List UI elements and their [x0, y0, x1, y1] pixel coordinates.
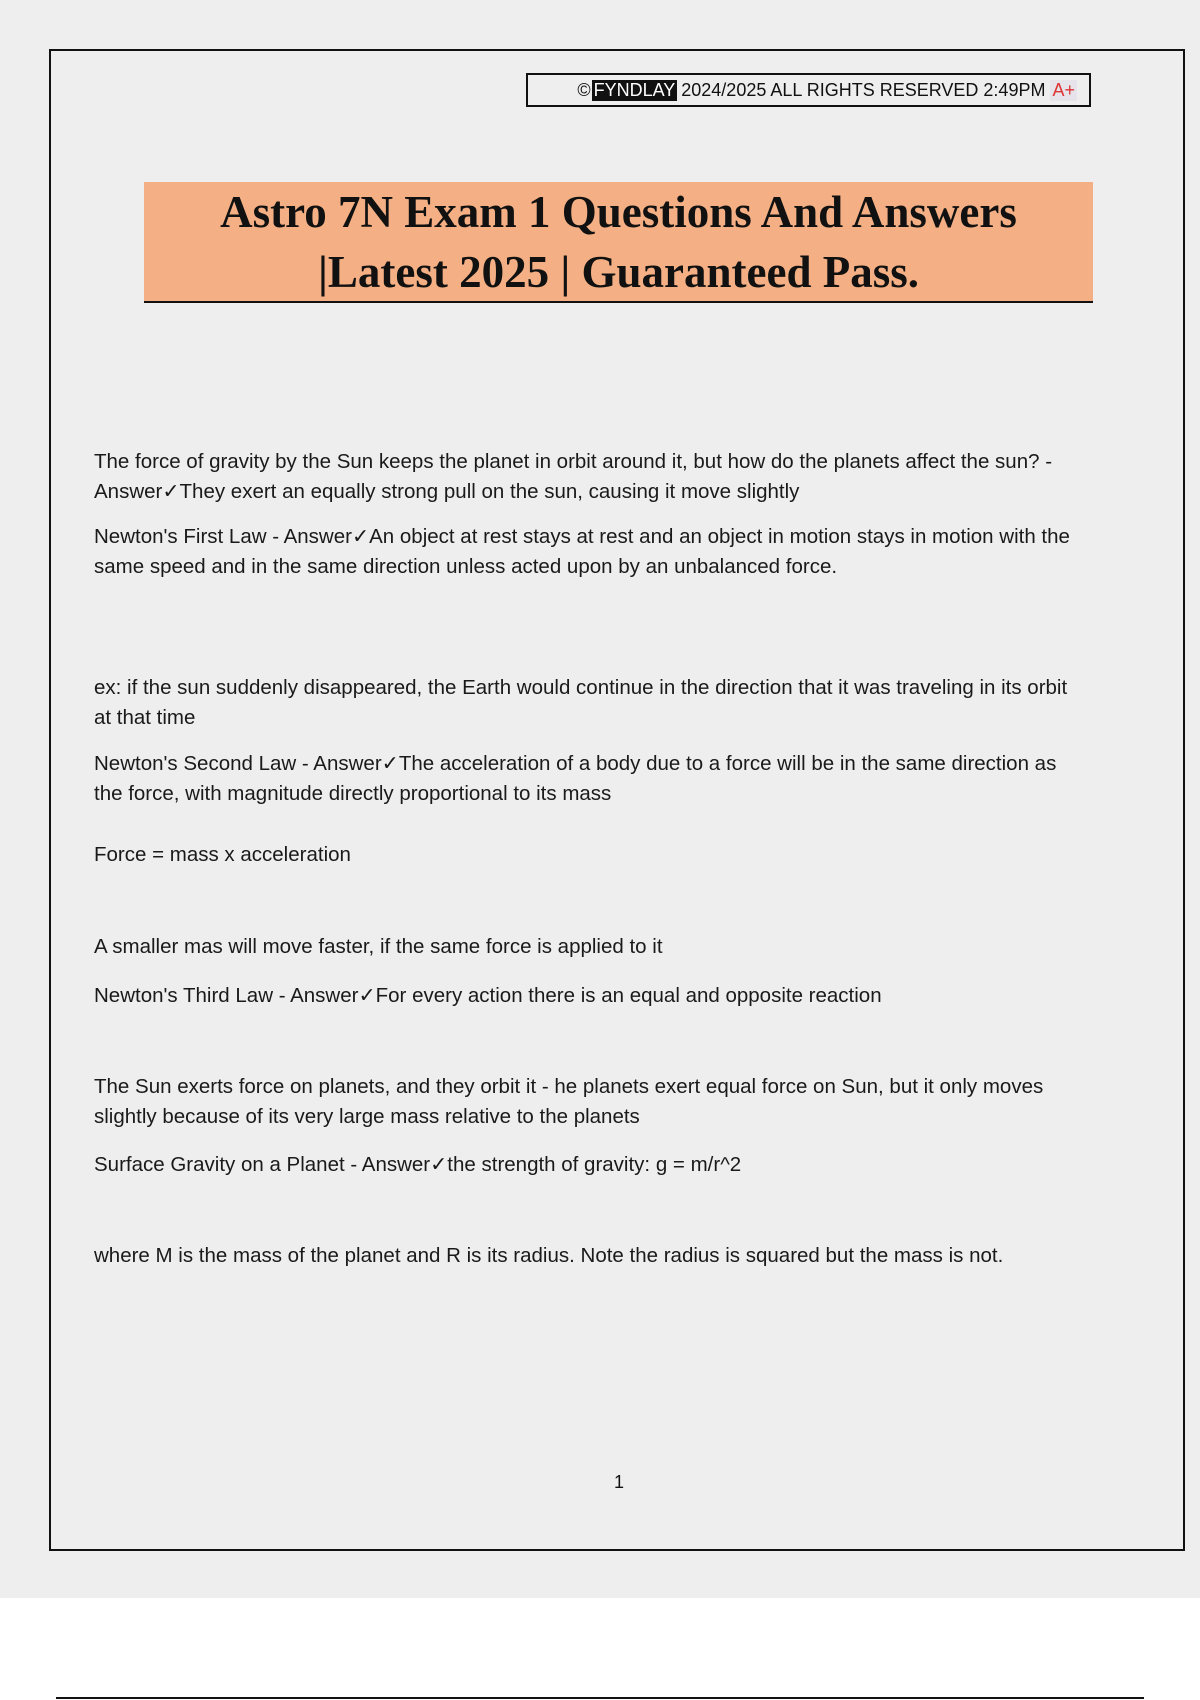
- paragraph-sun-force: The Sun exerts force on planets, and they orbit it - he planets exert equal force on Sun, but it only moves slightly because of its very large mass relative to the planets: [94, 1075, 1044, 1128]
- paragraph-newton-first-law: Newton's First Law - Answer✓An object at rest stays at rest and an object in motion stays in motion with the same speed and in the same direction unless acted upon by an unbalanced force.: [94, 525, 1070, 578]
- copyright-text: 2024/2025 ALL RIGHTS RESERVED 2:49PM: [681, 79, 1046, 100]
- bottom-divider: [56, 1697, 1144, 1699]
- paragraph-surface-gravity: Surface Gravity on a Planet - Answer✓the strength of gravity: g = m/r^2: [94, 1153, 742, 1176]
- brand-name: FYNDLAY: [593, 79, 676, 100]
- copyright-symbol: ©: [577, 79, 591, 100]
- paragraph-force-formula: Force = mass x acceleration: [94, 843, 351, 866]
- paragraph-mass-radius-note: where M is the mass of the planet and R is its radius. Note the radius is squared but the mass is not.: [94, 1244, 1004, 1267]
- paragraph-newton-third-law: Newton's Third Law - Answer✓For every action there is an equal and opposite reaction: [94, 984, 882, 1007]
- copyright-header: [526, 73, 1091, 107]
- title-line-1: Astro 7N Exam 1 Questions And Answers: [220, 186, 1017, 237]
- grade-badge: A+: [1052, 79, 1075, 100]
- paragraph-first-law-example: ex: if the sun suddenly disappeared, the Earth would continue in the direction that it was traveling in its orbit at that time: [94, 676, 1068, 729]
- paragraph-newton-second-law: Newton's Second Law - Answer✓The acceleration of a body due to a force will be in the same direction as the force, with magnitude directly proportional to its mass: [94, 752, 1057, 805]
- paragraph-gravity-sun: The force of gravity by the Sun keeps the planet in orbit around it, but how do the planets affect the sun? - Answer✓They exert an equally strong pull on the sun, causing it move slightly: [94, 450, 1053, 503]
- page-number: 1: [613, 1472, 624, 1492]
- title-line-2: |Latest 2025 | Guaranteed Pass.: [317, 246, 920, 297]
- paragraph-smaller-mass: A smaller mas will move faster, if the same force is applied to it: [94, 935, 663, 958]
- document-title: [144, 182, 1093, 303]
